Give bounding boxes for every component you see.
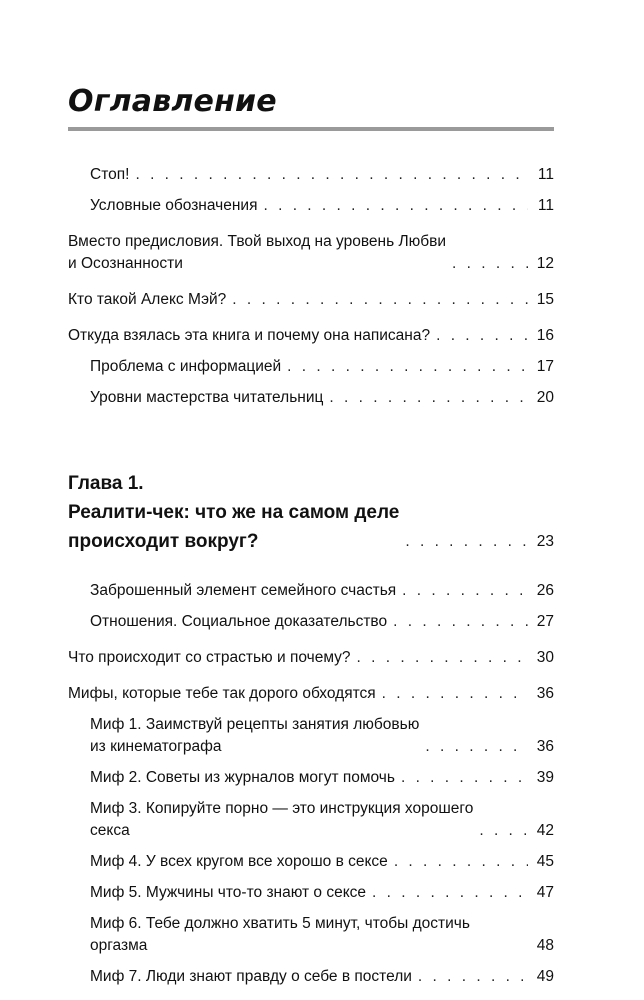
toc-entry-text: Откуда взялась эта книга и почему она написана?	[68, 327, 431, 344]
toc-page-number: 36	[536, 685, 554, 702]
toc-entry-author[interactable]	[68, 289, 554, 311]
toc-entry-text: Кто такой Алекс Мэй?	[68, 291, 227, 308]
dot-leader	[425, 736, 528, 758]
toc-entry-reader-levels[interactable]	[68, 387, 554, 409]
toc-page-number: 16	[536, 327, 554, 344]
toc-entry-text: Миф 2. Советы из журналов могут помочь	[90, 769, 395, 786]
toc-entry-text: Миф 1. Заимствуй рецепты занятия любовью из кинематографа	[90, 716, 420, 755]
toc-entry-myths[interactable]	[68, 683, 554, 705]
toc-entry-text: Уровни мастерства читательниц	[90, 389, 324, 406]
dot-leader	[418, 966, 528, 988]
toc-page-number: 27	[536, 613, 554, 630]
toc-page-number: 39	[536, 769, 554, 786]
dot-leader	[329, 387, 528, 409]
page-title: Оглавление	[68, 84, 277, 119]
title-divider	[68, 127, 554, 131]
toc-page-number: 15	[536, 291, 554, 308]
toc-entry-myth-1[interactable]	[68, 714, 554, 758]
dot-leader	[135, 164, 528, 186]
dot-leader	[393, 611, 528, 633]
toc-entry-text: Миф 5. Мужчины что-то знают о сексе	[90, 884, 367, 901]
toc-entry-myth-6[interactable]	[68, 913, 554, 957]
dot-leader	[382, 683, 528, 705]
toc-page-number: 20	[536, 389, 554, 406]
toc-page-number: 45	[536, 853, 554, 870]
toc-entry-origin[interactable]	[68, 325, 554, 347]
toc-entry-myth-4[interactable]	[68, 851, 554, 873]
toc-entry-abandoned-element[interactable]	[68, 580, 554, 602]
toc-page-number: 26	[536, 582, 554, 599]
toc-entry-text: Что происходит со страстью и почему?	[68, 649, 351, 666]
dot-leader	[436, 325, 528, 347]
table-of-contents	[68, 164, 554, 988]
dot-leader	[394, 851, 528, 873]
dot-leader	[263, 195, 528, 217]
toc-entry-legend[interactable]	[68, 195, 554, 217]
toc-entry-text: Мифы, которые тебе так дорого обходятся	[68, 685, 376, 702]
toc-page-number: 11	[537, 197, 554, 214]
toc-page-number: 49	[536, 968, 554, 985]
toc-entry-myth-5[interactable]	[68, 882, 554, 904]
toc-entry-text: Миф 4. У всех кругом все хорошо в сексе	[90, 853, 388, 870]
toc-entry-info-problem[interactable]	[68, 356, 554, 378]
toc-entry-text: Стоп!	[90, 166, 130, 183]
toc-page-number: 17	[536, 358, 554, 375]
chapter-title-entry[interactable]	[68, 498, 554, 556]
toc-entry-text: Условные обозначения	[90, 197, 258, 214]
toc-entry-myth-3[interactable]	[68, 798, 554, 842]
toc-entry-preface[interactable]	[68, 231, 554, 275]
toc-entry-stop[interactable]	[68, 164, 554, 186]
toc-entry-text: Отношения. Социальное доказательство	[90, 613, 388, 630]
toc-page-number: 42	[536, 822, 554, 839]
dot-leader	[402, 580, 528, 602]
toc-entry-text: Вместо предисловия. Твой выход на уровень Любви и Осознанности	[68, 233, 447, 272]
toc-page-number: 30	[536, 649, 554, 666]
dot-leader	[232, 289, 528, 311]
dot-leader	[401, 767, 528, 789]
toc-page-number: 36	[536, 738, 554, 755]
toc-entry-text: Проблема с информацией	[90, 358, 282, 375]
dot-leader	[405, 527, 528, 556]
toc-page-number: 12	[536, 255, 554, 272]
dot-leader	[452, 253, 528, 275]
chapter-label: Глава 1.	[68, 473, 144, 494]
toc-entry-passion[interactable]	[68, 647, 554, 669]
dot-leader	[287, 356, 528, 378]
toc-page-number: 48	[536, 937, 554, 954]
toc-entry-relations[interactable]	[68, 611, 554, 633]
toc-entry-text: Миф 6. Тебе должно хватить 5 минут, чтобы достичь оргазма	[90, 915, 470, 954]
toc-entry-text: Миф 7. Люди знают правду о себе в постели	[90, 968, 412, 985]
dot-leader	[479, 820, 528, 842]
dot-leader	[357, 647, 528, 669]
toc-entry-myth-2[interactable]	[68, 767, 554, 789]
toc-page-number: 23	[536, 533, 554, 550]
dot-leader	[372, 882, 528, 904]
toc-entry-myth-7[interactable]	[68, 966, 554, 988]
chapter-title: Реалити-чек: что же на самом деле происходит вокруг?	[68, 502, 400, 552]
toc-page-number: 11	[537, 166, 554, 183]
toc-entry-text: Миф 3. Копируйте порно — это инструкция хорошего секса	[90, 800, 474, 839]
toc-page-number: 47	[536, 884, 554, 901]
toc-entry-text: Заброшенный элемент семейного счастья	[90, 582, 397, 599]
